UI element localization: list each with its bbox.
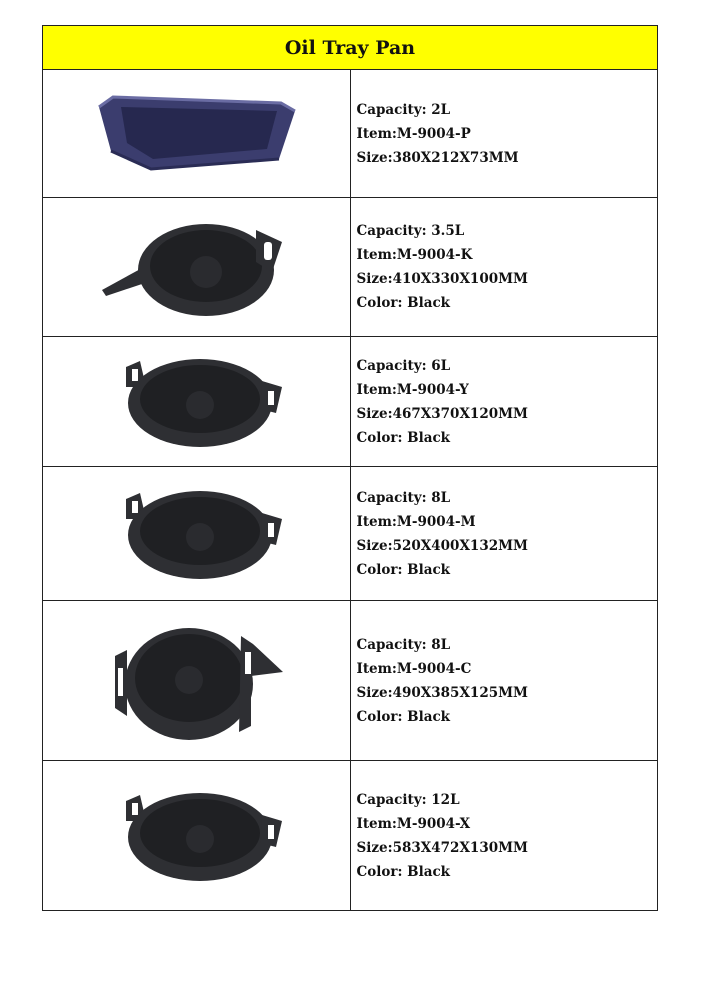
size-text: Size:467X370X120MM <box>356 405 528 422</box>
item-number-text: Item:M-9004-Y <box>356 381 469 398</box>
product-image-cell <box>43 467 351 601</box>
capacity-text: Capacity: 2L <box>356 101 451 118</box>
item-number-text: Item:M-9004-K <box>356 247 473 263</box>
round-pan-spout-icon <box>96 212 296 322</box>
product-row <box>43 198 658 337</box>
color-text: Color: Black <box>356 863 451 880</box>
product-image-cell <box>43 761 351 911</box>
item-number-text: Item:M-9004-X <box>356 815 471 832</box>
table-title: Oil Tray Pan <box>43 26 658 70</box>
product-spec-cell <box>350 467 658 601</box>
oval-pan-handles-icon <box>96 479 296 589</box>
product-spec-cell <box>350 70 658 198</box>
product-spec-cell <box>350 761 658 911</box>
color-text: Color: Black <box>356 561 451 578</box>
product-row <box>43 70 658 198</box>
capacity-text: Capacity: 3.5L <box>356 223 465 239</box>
capacity-text: Capacity: 8L <box>356 489 451 506</box>
capacity-text: Capacity: 6L <box>356 357 451 374</box>
round-pan-handles-icon <box>101 616 291 746</box>
product-spec-table <box>42 25 658 911</box>
oval-pan-handles-icon <box>96 347 296 457</box>
size-text: Size:583X472X130MM <box>356 839 528 856</box>
product-image-cell <box>43 601 351 761</box>
capacity-text: Capacity: 12L <box>356 791 460 808</box>
color-text: Color: Black <box>356 295 451 311</box>
product-row <box>43 467 658 601</box>
product-image-cell <box>43 70 351 198</box>
product-spec-cell <box>350 601 658 761</box>
product-row <box>43 337 658 467</box>
rectangular-tray-icon <box>91 89 301 179</box>
product-row <box>43 761 658 911</box>
item-number-text: Item:M-9004-M <box>356 513 476 530</box>
product-image-cell <box>43 337 351 467</box>
oval-pan-handles-icon <box>96 781 296 891</box>
color-text: Color: Black <box>356 429 451 446</box>
size-text: Size:410X330X100MM <box>356 271 528 287</box>
product-spec-cell <box>350 337 658 467</box>
capacity-text: Capacity: 8L <box>356 636 451 653</box>
size-text: Size:490X385X125MM <box>356 684 528 701</box>
color-text: Color: Black <box>356 708 451 725</box>
size-text: Size:520X400X132MM <box>356 537 528 554</box>
item-number-text: Item:M-9004-C <box>356 660 472 677</box>
product-row <box>43 601 658 761</box>
product-spec-cell <box>350 198 658 337</box>
product-image-cell <box>43 198 351 337</box>
item-number-text: Item:M-9004-P <box>356 125 471 142</box>
size-text: Size:380X212X73MM <box>356 149 519 166</box>
